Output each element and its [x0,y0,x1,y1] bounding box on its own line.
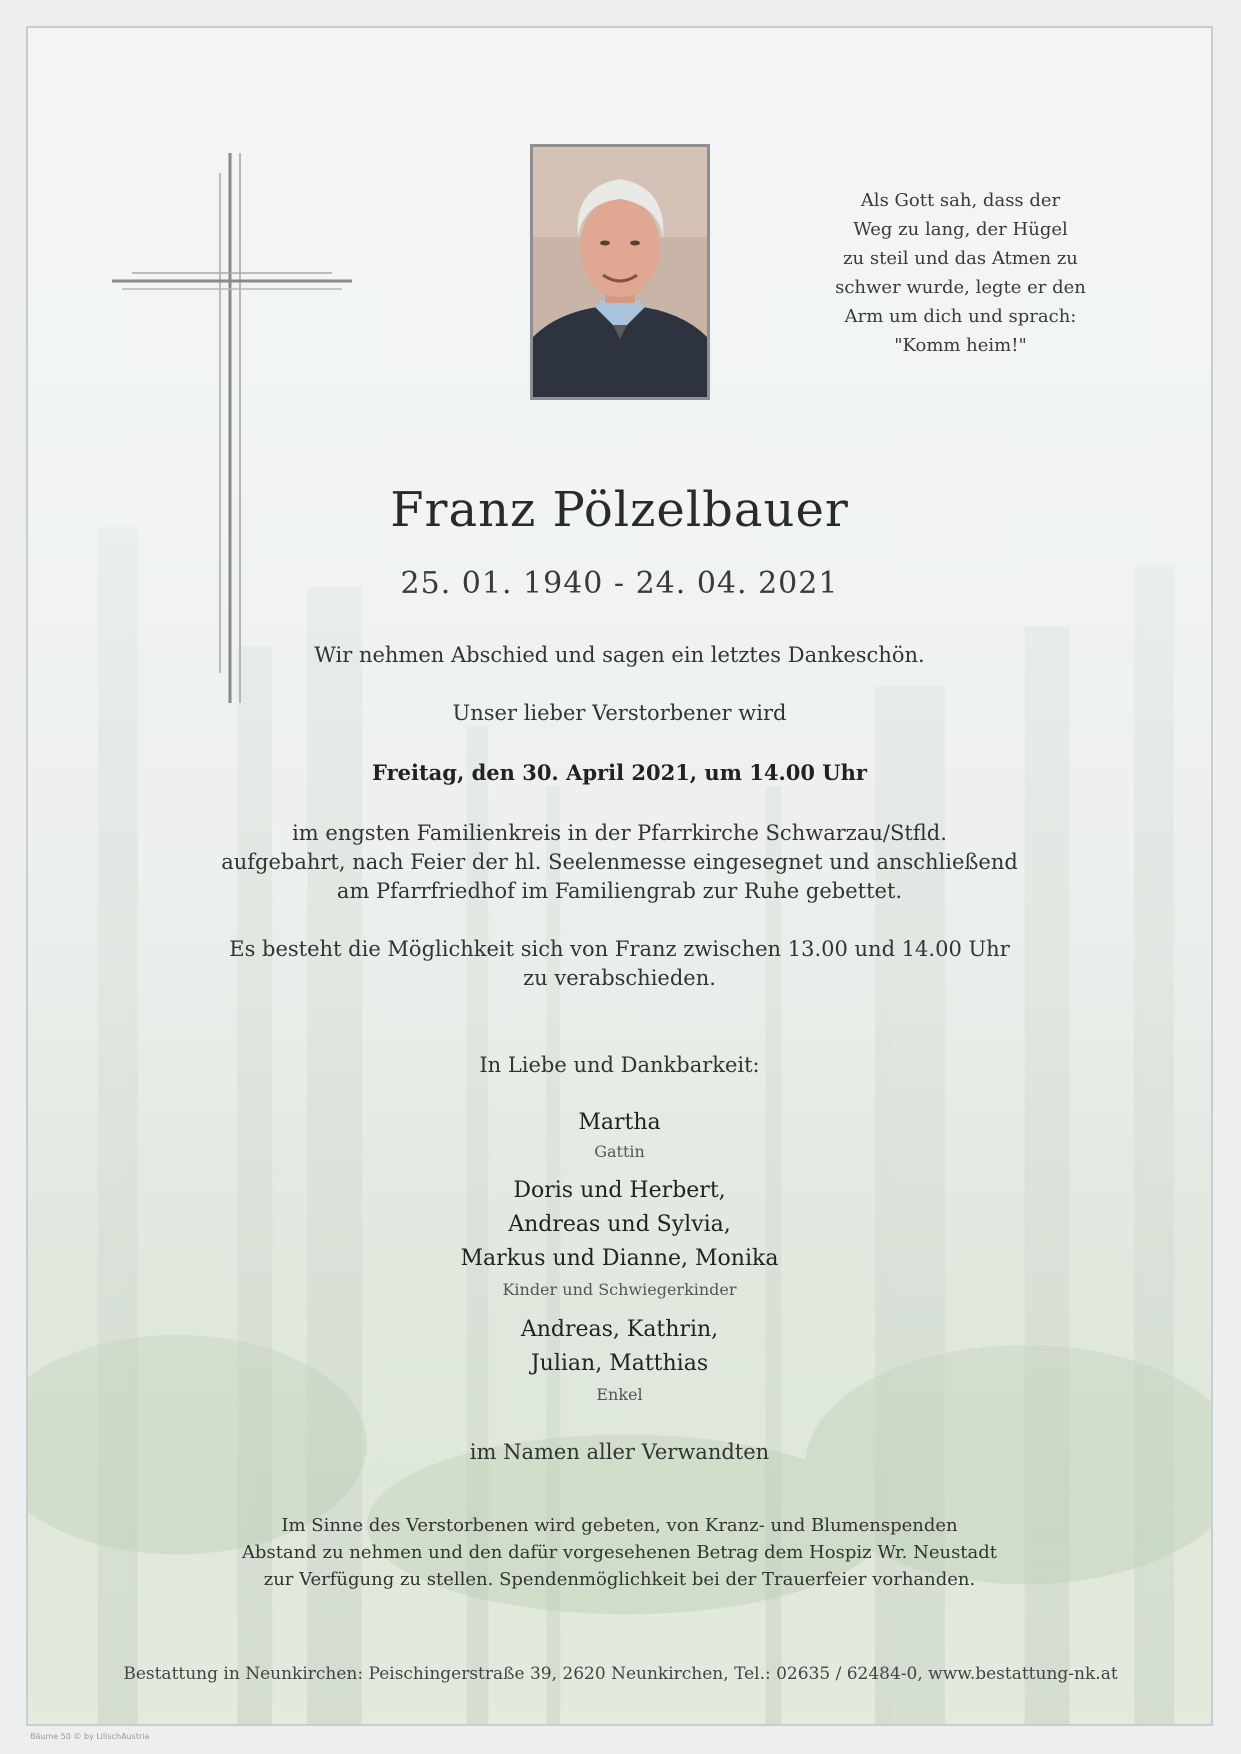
donation-line: Abstand zu nehmen und den dafür vorgesehenen Betrag dem Hospiz Wr. Neustadt [241,1542,998,1563]
spouse-name: Martha [578,1110,661,1135]
ceremony-line: im engsten Familienkreis in der Pfarrkirche Schwarzau/Stfld. [292,821,947,845]
funeral-home-footer: Bestattung in Neunkirchen: Peischingerstraße 39, 2620 Neunkirchen, Tel.: 02635 / 62484-0, www.bestattung-nk.at [123,1664,1118,1684]
children-name: Markus und Dianne, Monika [460,1246,779,1271]
service-date: Freitag, den 30. April 2021, um 14.00 Uhr [372,760,867,785]
viewing-line: zu verabschieden. [523,966,716,990]
grandchildren-name: Andreas, Kathrin, [520,1317,719,1342]
ceremony-line: am Pfarrfriedhof im Familiengrab zur Ruhe gebettet. [336,879,903,903]
deceased-name: Franz Pölzelbauer [390,482,849,538]
intro-text: Unser lieber Verstorbener wird [452,701,787,725]
farewell-text: Wir nehmen Abschied und sagen ein letztes Dankeschön. [314,643,925,667]
children-name: Andreas und Sylvia, [508,1212,731,1237]
gratitude-heading: In Liebe und Dankbarkeit: [479,1053,760,1077]
donation-line: zur Verfügung zu stellen. Spendenmöglichkeit bei der Trauerfeier vorhanden. [263,1569,976,1590]
spouse-role: Gattin [594,1142,645,1161]
children-name: Doris und Herbert, [513,1178,726,1203]
grandchildren-role: Enkel [596,1385,643,1404]
parte-card [26,26,1213,1726]
image-credit: Bäume 50 © by LilischAustria [30,1732,150,1741]
life-dates: 25. 01. 1940 - 24. 04. 2021 [400,566,839,601]
portrait-photo [530,144,710,400]
ceremony-line: aufgebahrt, nach Feier der hl. Seelenmesse eingesegnet und anschließend [221,850,1018,874]
poem-line: Arm um dich und sprach: [844,306,1077,327]
poem-line: "Komm heim!" [894,335,1027,356]
children-role: Kinder und Schwiegerkinder [502,1280,737,1299]
relatives-text: im Namen aller Verwandten [469,1440,770,1464]
poem-line: Weg zu lang, der Hügel [853,219,1068,240]
cross-icon [112,153,352,703]
grandchildren-name: Julian, Matthias [530,1351,709,1376]
donation-line: Im Sinne des Verstorbenen wird gebeten, von Kranz- und Blumenspenden [281,1515,958,1536]
poem-line: Als Gott sah, dass der [860,190,1061,211]
poem [828,186,1093,360]
viewing-line: Es besteht die Möglichkeit sich von Franz zwischen 13.00 und 14.00 Uhr [229,937,1010,961]
poem-line: schwer wurde, legte er den [835,277,1086,298]
poem-line: zu steil und das Atmen zu [843,248,1078,269]
